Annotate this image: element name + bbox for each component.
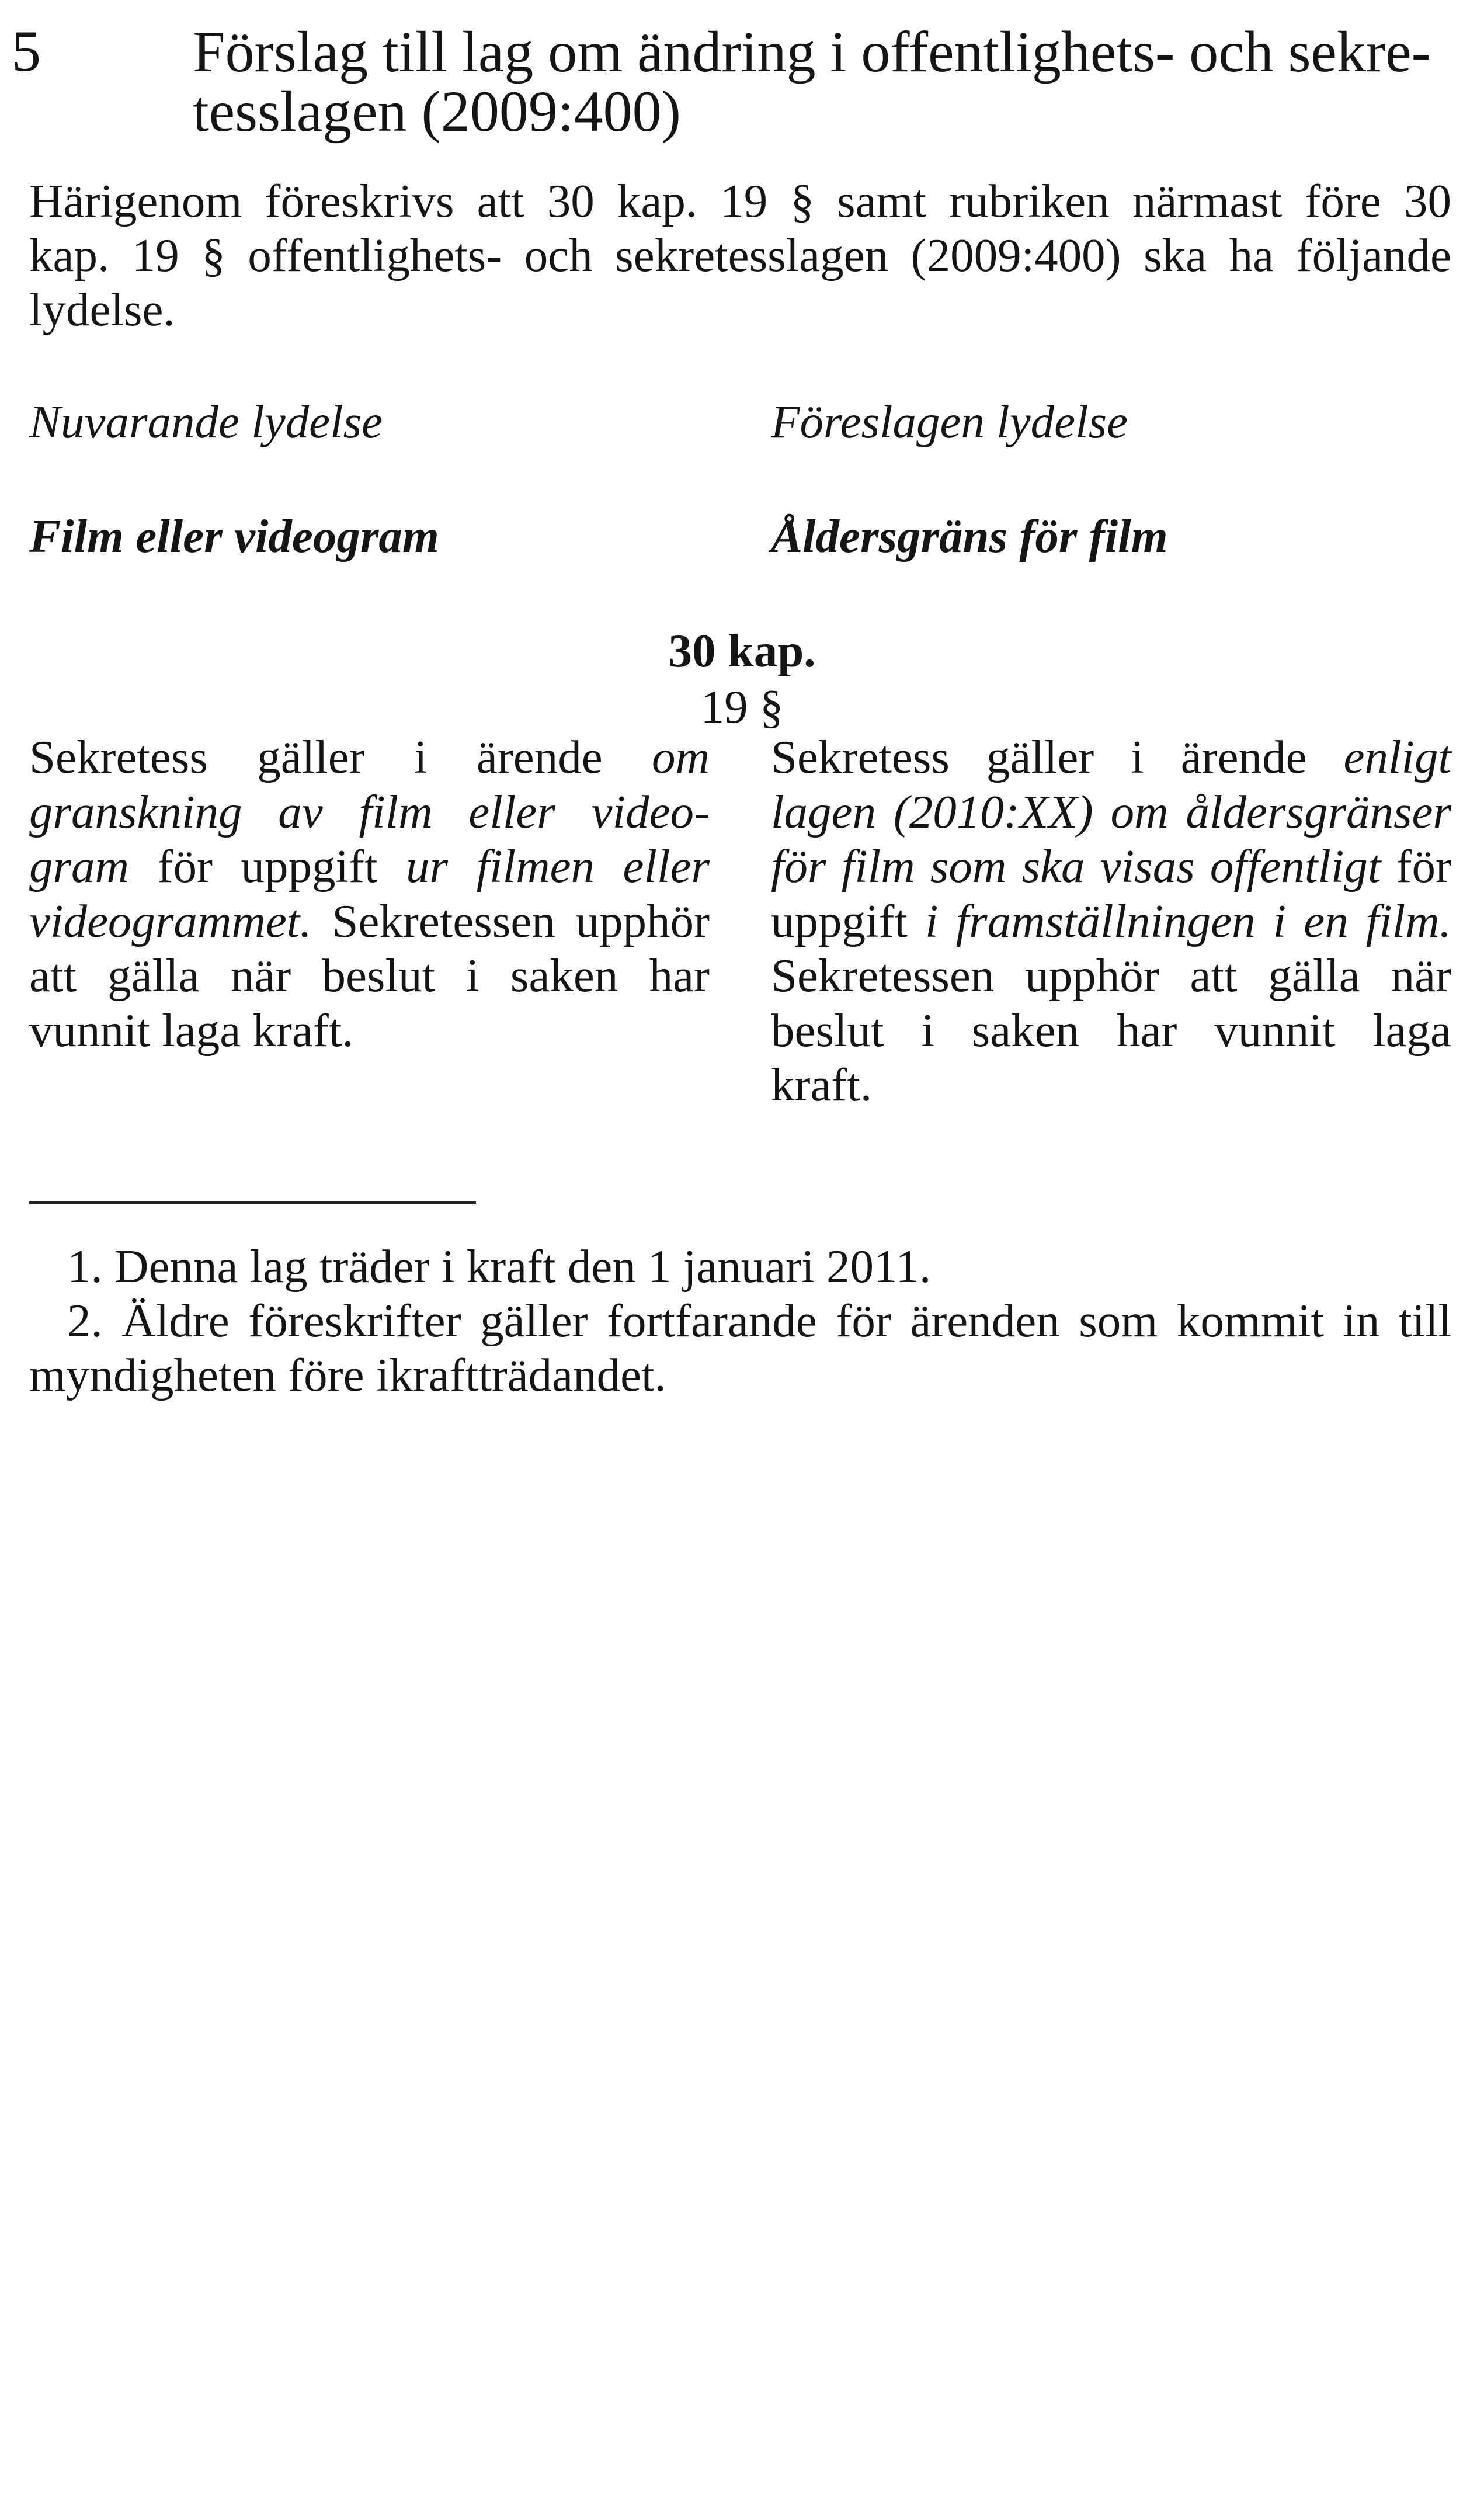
proposed-wording-label: Föreslagen lydelse: [771, 395, 1128, 448]
current-line-5: att gälla när beslut i saken har: [29, 949, 710, 1002]
proposed-wording-text: [771, 730, 1451, 1113]
current-line-4: videogrammet. Sekretessen upphör: [29, 894, 710, 947]
section-title-line-2: tesslagen (2009:400): [193, 79, 681, 144]
proposed-line-2: lagen (2010:XX) om åldersgränser: [771, 785, 1451, 838]
transitional-provisions: [29, 1239, 1451, 1402]
current-line-1: Sekretess gäller i ärende om: [29, 731, 710, 783]
intro-line-1: Härigenom föreskrivs att 30 kap. 19 § samt rubriken närmast före 30: [29, 175, 1451, 227]
proposed-line-5: Sekretessen upphör att gälla när: [771, 949, 1451, 1002]
section-title-line-1: Förslag till lag om ändring i offentlighets- och sekre-: [193, 19, 1431, 84]
intro-line-3: lydelse.: [29, 283, 175, 336]
intro-line-2: kap. 19 § offentlighets- och sekretesslagen (2009:400) ska ha följande: [29, 229, 1451, 282]
proposed-line-7: kraft.: [771, 1058, 873, 1111]
current-line-2: granskning av film eller video-: [29, 785, 710, 838]
proposed-line-4: uppgift i framställningen i en film.: [771, 894, 1452, 947]
paragraph-heading: 19 §: [700, 680, 784, 733]
proposed-line-3: för film som ska visas offentligt för: [771, 840, 1451, 892]
chapter-heading: 30 kap.: [668, 624, 816, 677]
current-rubric: Film eller videogram: [29, 510, 439, 562]
provision-1: 1. Denna lag träder i kraft den 1 januari 2011.: [67, 1240, 932, 1293]
footnote-divider: [29, 1201, 476, 1204]
provision-2-line-1: 2. Äldre föreskrifter gäller fortfarande för ärenden som kommit in till: [67, 1294, 1451, 1347]
proposed-line-6: beslut i saken har vunnit laga: [771, 1003, 1451, 1057]
intro-paragraph: [29, 174, 1451, 337]
current-wording-label: Nuvarande lydelse: [29, 395, 383, 448]
current-line-6: vunnit laga kraft.: [29, 1003, 354, 1057]
section-number: 5: [12, 19, 41, 84]
current-line-3: gram för uppgift ur filmen eller: [29, 840, 710, 892]
provision-2-line-2: myndigheten före ikraftträdandet.: [29, 1349, 666, 1401]
current-wording-text: [29, 730, 710, 1058]
section-title: [193, 19, 1448, 144]
proposed-line-1: Sekretess gäller i ärende enligt: [771, 731, 1451, 783]
proposed-rubric: Åldersgräns för film: [771, 510, 1168, 562]
